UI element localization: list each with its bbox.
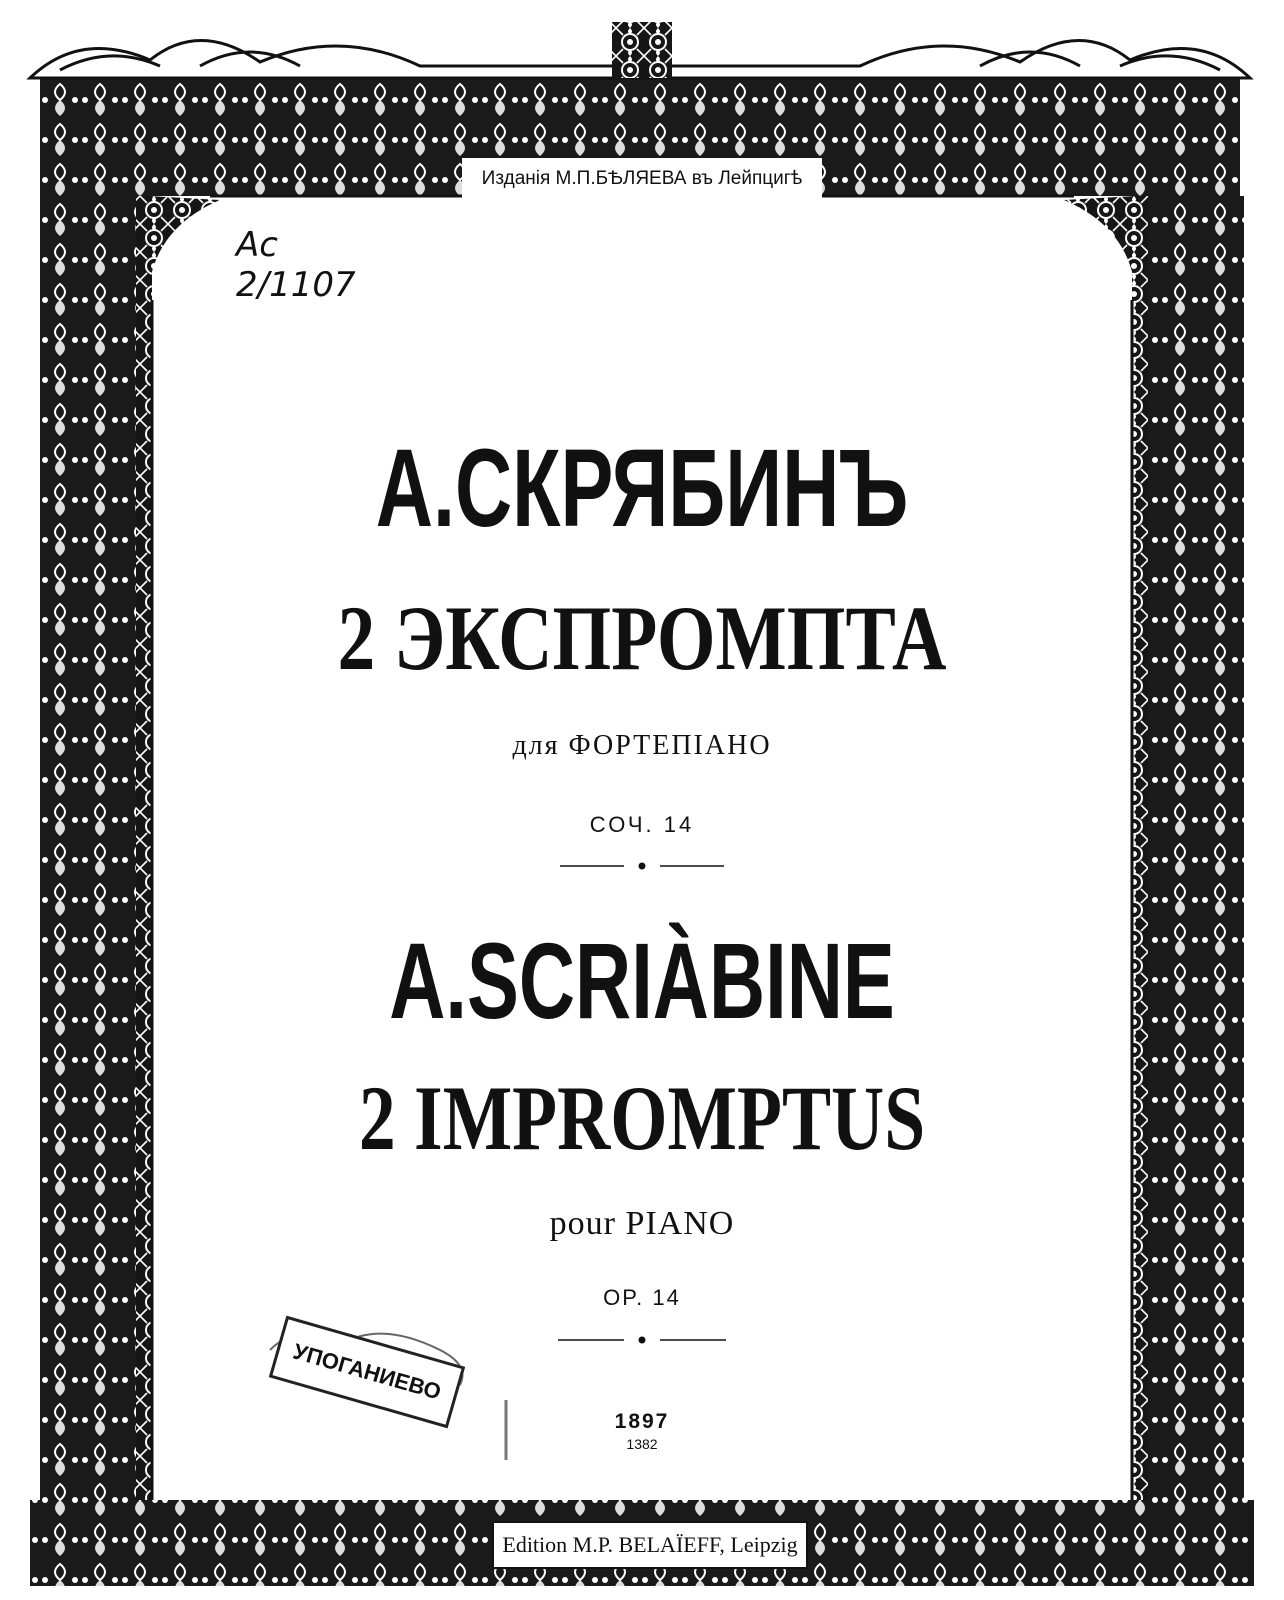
title-russian: 2 ЭКСПРОМПТА bbox=[337, 587, 947, 689]
library-shelfmark: Ac 2/1107 bbox=[236, 225, 356, 305]
separator-2 bbox=[558, 1337, 726, 1344]
plate-number: 1382 bbox=[626, 1436, 658, 1452]
composer-name-french: A.SCRIÀBINE bbox=[389, 920, 895, 1041]
top-crest bbox=[612, 22, 672, 78]
title-french: 2 IMPROMPTUS bbox=[358, 1067, 926, 1169]
composer-name-russian: А.СКРЯБИНЪ bbox=[375, 427, 909, 550]
separator-1 bbox=[560, 863, 724, 870]
publication-year: 1897 bbox=[614, 1410, 670, 1433]
library-stamp: УПОГАНИЕВО bbox=[269, 1316, 465, 1429]
instrument-french: pour PIANO bbox=[549, 1205, 735, 1242]
opus-russian: СОЧ. 14 bbox=[589, 812, 695, 837]
publisher-footer: Edition M.P. BELAÏEFF, Leipzig bbox=[492, 1521, 808, 1569]
publisher-header: Изданія М.П.БѢЛЯЕВА въ Лейпцигѣ bbox=[462, 158, 822, 200]
opus-french: OP. 14 bbox=[603, 1285, 681, 1310]
right-border-column bbox=[1136, 196, 1244, 1526]
left-border-column bbox=[40, 196, 148, 1526]
instrument-russian: для ФОРТЕПІАНО bbox=[512, 730, 772, 761]
